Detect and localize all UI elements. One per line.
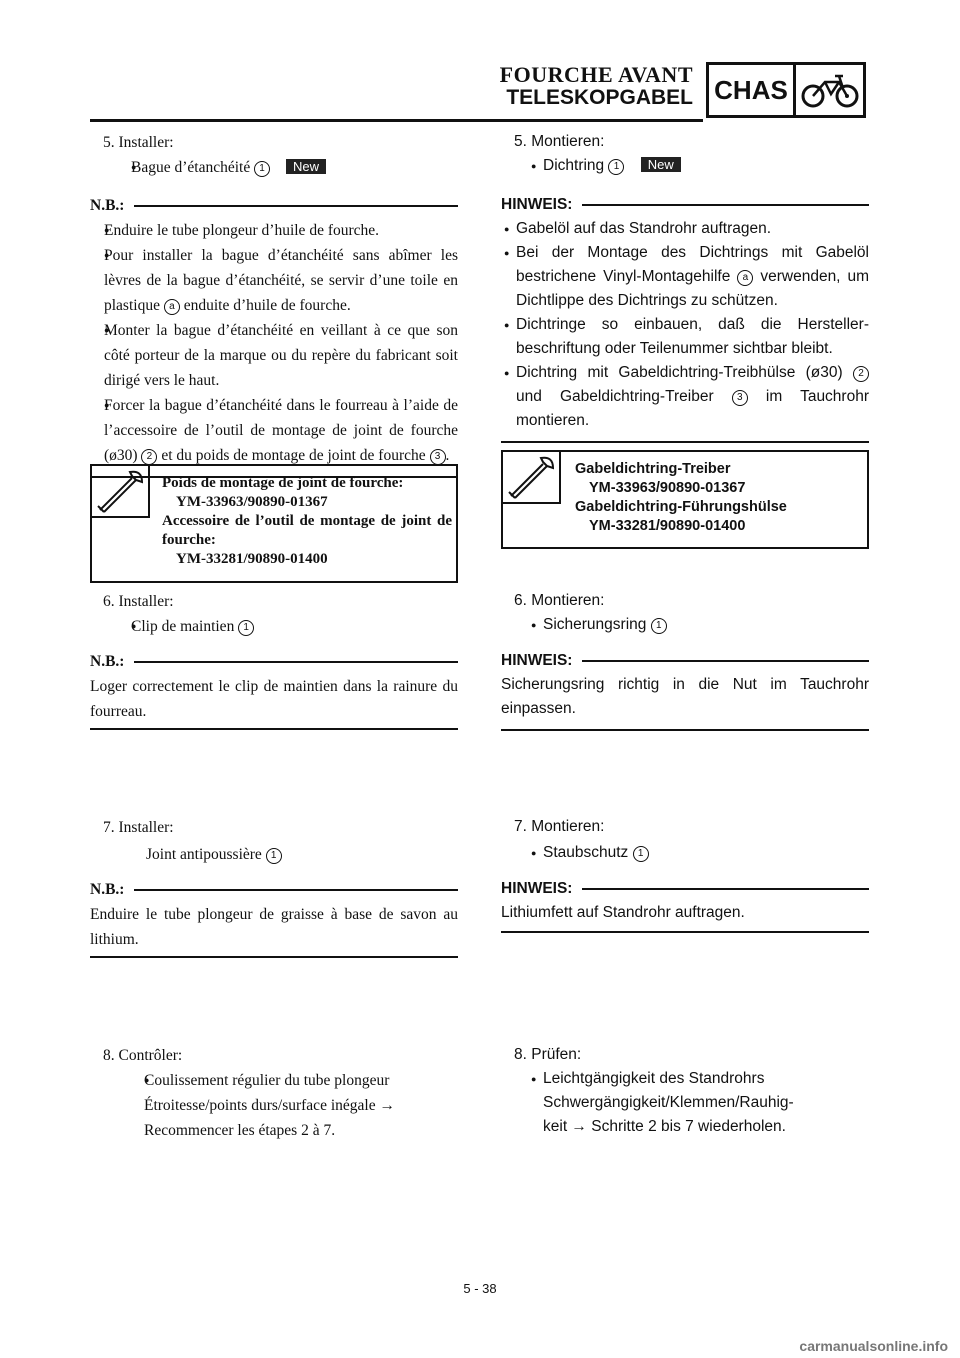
de-step7-label: 7. Montieren: [514,818,605,835]
fr-tool-text: Poids de montage de joint de fourche: YM-33963/90890-01367 Accessoire de l’outil de montage de joint de fourche: YM-33281/90890-01400 [162,475,452,567]
fr-note5-b3: ● Monter la bague d’étanchéité en veillant à ce que son côté porteur de la marque ou du repère du fabricant soit dirigé vers le haut. [90,318,458,393]
de-note6-head: HINWEIS: [501,649,869,673]
de-step8-line3: keit → Schritte 2 bis 7 wiederholen. [543,1118,786,1135]
de-step6 [501,589,869,731]
fr-note5-head [90,193,458,218]
de-step5-label: 5. Montieren: [514,133,605,150]
fr-note7-text: Enduire le tube plongeur de graisse à base de savon au lithium. [90,906,458,948]
fr-step6-label: 6. Installer: [103,593,174,610]
fr-note5 [90,193,458,478]
footer-watermark: carmanualsonline.info [799,1338,948,1354]
de-step5-item: ● Dichtring 1 New [528,154,869,178]
section-label: CHAS [709,65,796,115]
de-note5-end-rule [501,441,869,443]
de-step8-line2: Schwergängigkeit/Klemmen/Rauhig- [543,1094,794,1111]
fr-step8-line2: Étroitesse/points durs/surface inégale → [144,1097,395,1114]
fr-mark-2: 2 [141,449,157,465]
de-note7-text: Lithiumfett auf Standrohr auftragen. [501,904,745,921]
de-step7 [501,815,869,933]
de-step8 [501,1043,869,1139]
fr-step6-item: ● Clip de maintien 1 [117,614,458,639]
fr-step5 [90,130,458,180]
fr-step8-item: ● Coulissement régulier du tube plongeur [130,1068,458,1093]
header-title-de: TELESKOPGABEL [506,86,693,109]
fr-step6 [90,589,458,730]
de-note5-head: HINWEIS: [501,193,869,217]
page-number: 5 - 38 [463,1281,497,1296]
fr-step5-item-text: Bague d’étanchéité [131,159,251,176]
de-step6-label: 6. Montieren: [514,592,605,609]
fr-step7-item: Joint antipoussière 1 [90,842,458,867]
motorcycle-icon [796,65,863,115]
fr-note6-rule [90,728,458,730]
fr-step8 [90,1043,458,1143]
fr-mark-3: 3 [430,449,446,465]
de-step8-item: ● Leichtgängigkeit des Standrohrs [528,1067,869,1091]
de-step7-item: ● Staubschutz 1 [528,841,869,865]
header-title-fr: FOURCHE AVANT [499,62,693,87]
de-note5-b4: ● Dichtring mit Gabeldichtring-Treibhülse (ø30) 2 und Gabeldichtring-Treiber 3 im Tauchrohr montieren. [501,361,869,433]
de-tool-box [501,450,869,549]
fr-note5-b4: ● Forcer la bague d’étanchéité dans le fourreau à l’aide de l’accessoire de l’outil de montage de joint de fourche (ø30) 2 et du poids de montage de joint de fourche 3 . [90,393,458,468]
de-note6-text: Sicherungsring richtig in die Nut im Tauchrohr einpassen. [501,676,869,717]
de-note5-b2: ● Bei der Montage des Dichtrings mit Gabelöl bestrichene Vinyl-Montagehilfe a verwenden, um Dichtlippe des Dichtrings zu schützen. [501,241,869,313]
de-note5 [501,193,869,443]
fr-note6-text: Loger correctement le clip de maintien dans la rainure du fourreau. [90,678,458,720]
fr-step5-label: 5. Installer: [103,134,174,151]
header-rule [90,119,703,122]
de-tool-text: Gabeldichtring-Treiber YM-33963/90890-01367 Gabeldichtring-Führungshülse YM-33281/90890-01400 [575,461,787,534]
fr-step8-line3: Recommencer les étapes 2 à 7. [144,1122,336,1139]
new-badge: New [286,159,326,174]
de-step6-item: ● Sicherungsring 1 [528,613,869,637]
de-note6-rule [501,729,869,731]
fr-step7-label: 7. Installer: [103,819,174,836]
fr-note5-label: N.B.: [90,197,125,214]
fr-tool-box [90,464,458,583]
fr-note7-head: N.B.: [90,877,458,902]
wrench-icon [92,466,150,518]
section-badge [706,62,866,118]
wrench-icon [503,452,561,504]
fr-note5-b2: ● Pour installer la bague d’étanchéité sans abîmer les lèvres de la bague d’étanchéité, se servir d’une toile en plastique a enduite d’huile de fourche. [90,243,458,318]
fr-step5-num: 1 [254,161,270,177]
fr-note5-b1: ● Enduire le tube plongeur d’huile de fourche. [90,218,458,243]
de-note7-head: HINWEIS: [501,877,869,901]
de-note5-b3: ● Dichtringe so einbauen, daß die Hersteller-beschriftung oder Teilenummer sichtbar bleibt. [501,313,869,361]
fr-step8-label: 8. Contrôler: [103,1047,183,1064]
fr-note7-rule [90,956,458,958]
de-step5 [501,130,869,178]
fr-step7 [90,815,458,958]
new-badge-de: New [641,157,681,172]
de-step5-num: 1 [608,159,624,175]
de-note7-rule [501,931,869,933]
fr-mark-a: a [164,299,180,315]
de-note5-b1: ● Gabelöl auf das Standrohr auftragen. [501,217,869,241]
fr-step5-item [117,155,458,180]
de-step8-label: 8. Prüfen: [514,1046,582,1063]
fr-note6-head: N.B.: [90,649,458,674]
